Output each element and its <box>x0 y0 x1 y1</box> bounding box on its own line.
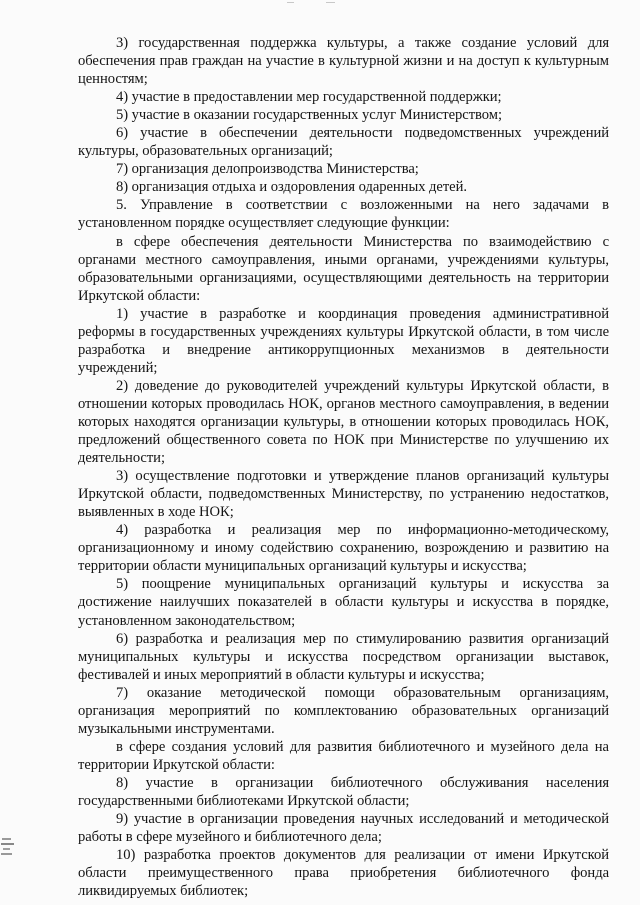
function-item-7: 7) оказание методической помощи образовательным организациям, организация мероприятий по комплектованию образовательных организаций музыкальными инструментами. <box>78 684 609 737</box>
paragraph-item-7: 7) организация делопроизводства Министерства; <box>116 161 419 178</box>
document-body <box>78 34 609 900</box>
function-item-2: 2) доведение до руководителей учреждений культуры Иркутской области, в отношении которых проводилась НОК, органов местного самоуправления, в ведении которых находятся организации культуры, в отношении которых проводилась НОК, предложений общественного совета по НОК при Министерстве по улучшению их деятельности; <box>78 377 609 467</box>
function-item-1: 1) участие в разработке и координация проведения административной реформы в государственных учреждениях культуры Иркутской области, в том числе разработка и внедрение антикоррупционных механизмов в деятельности учреждений; <box>78 305 609 376</box>
left-margin-scan-marks <box>1 838 14 855</box>
function-item-5: 5) поощрение муниципальных организаций культуры и искусства за достижение наилучших показателей в области культуры и искусства в порядке, установленном законодательством; <box>78 576 609 629</box>
paragraph-item-6: 6) участие в обеспечении деятельности подведомственных учреждений культуры, образовательных организаций; <box>78 125 609 160</box>
subsection-interaction-heading: в сфере обеспечения деятельности Министерства по взаимодействию с органами местного самоуправления, иными органами, учреждениями культуры, образовательными организациями, осуществляющими деятельность на территории Иркутской области: <box>78 233 609 304</box>
function-item-8: 8) участие в организации библиотечного обслуживания населения государственными библиотеками Иркутской области; <box>78 774 609 809</box>
paragraph-item-4: 4) участие в предоставлении мер государственной поддержки; <box>116 89 502 106</box>
top-scan-marks <box>287 2 335 3</box>
paragraph-item-8: 8) организация отдыха и оздоровления одаренных детей. <box>116 179 467 196</box>
function-item-10: 10) разработка проектов документов для реализации от имени Иркутской области преимущественного права приобретения библиотечного фонда ликвидируемых библиотек; <box>78 847 609 900</box>
function-item-3: 3) осуществление подготовки и утверждение планов организаций культуры Иркутской области, подведомственных Министерству, по устранению недостатков, выявленных в ходе НОК; <box>78 468 609 521</box>
paragraph-item-3: 3) государственная поддержка культуры, а также создание условий для обеспечения прав граждан на участие в культурной жизни и на доступ к культурным ценностям; <box>78 35 609 88</box>
section-5-heading: 5. Управление в соответствии с возложенными на него задачами в установленном порядке осуществляет следующие функции: <box>78 197 609 232</box>
function-item-9: 9) участие в организации проведения научных исследований и методической работы в сфере музейного и библиотечного дела; <box>78 811 609 846</box>
paragraph-item-5: 5) участие в оказании государственных услуг Министерством; <box>116 107 502 124</box>
function-item-6: 6) разработка и реализация мер по стимулированию развития организаций муниципальных культуры и искусства посредством организации выставок, фестивалей и иных мероприятий в области культуры и искусства; <box>78 630 609 683</box>
function-item-4: 4) разработка и реализация мер по информационно-методическому, организационному и иному содействию сохранению, возрождению и развитию на территории области муниципальных организаций культуры и искусства; <box>78 522 609 575</box>
subsection-library-museum-heading: в сфере создания условий для развития библиотечного и музейного дела на территории Иркутской области: <box>78 738 609 773</box>
